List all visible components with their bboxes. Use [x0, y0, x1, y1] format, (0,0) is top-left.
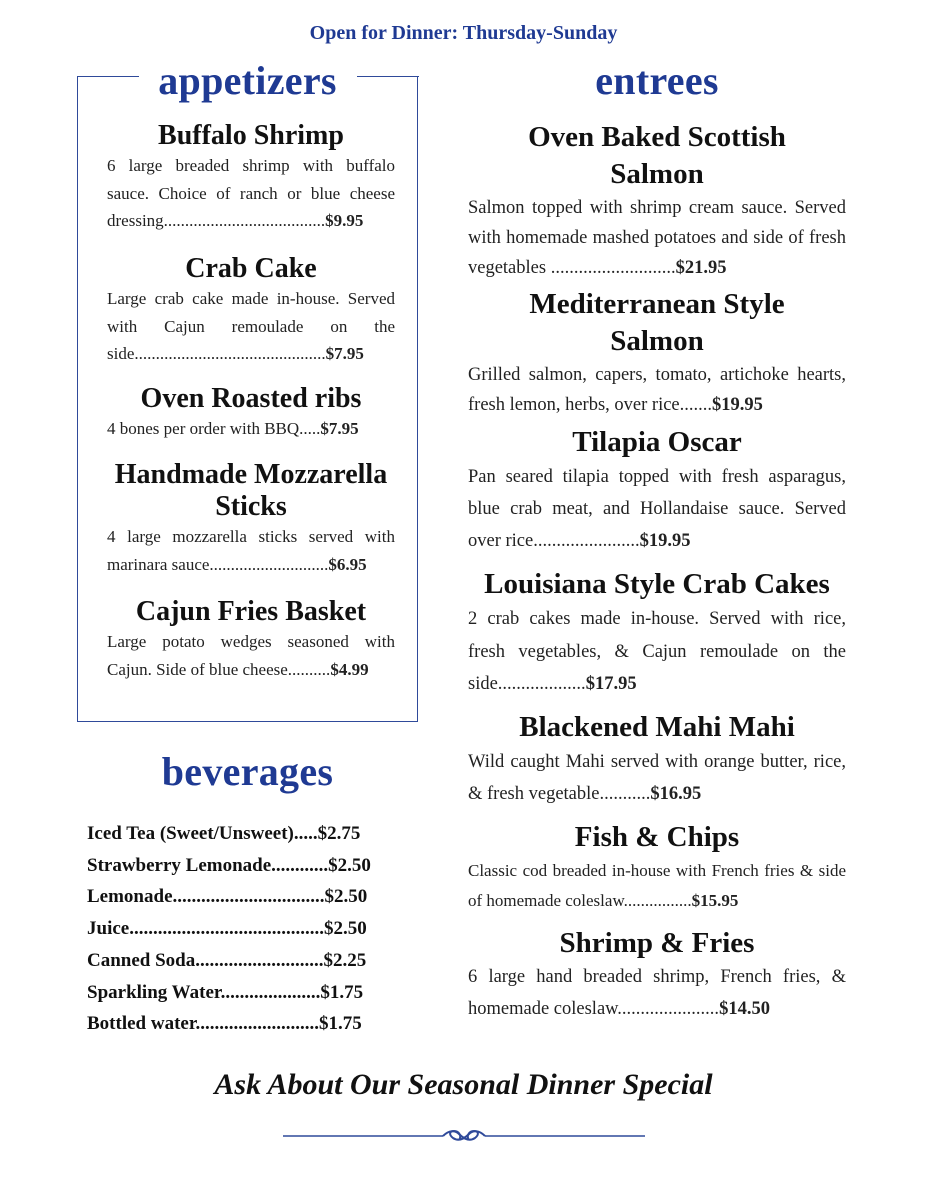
- menu-item: [468, 925, 846, 1025]
- list-item: [87, 881, 417, 913]
- item-description: Pan seared tilapia topped with fresh asparagus, blue crab meat, and Hollandaise sauce. Served over rice.......................: [468, 467, 846, 551]
- item-price: $7.95: [325, 344, 364, 363]
- menu-item: [468, 286, 846, 420]
- beverage-price: $2.25: [323, 949, 367, 971]
- item-name: Louisiana Style Crab Cakes: [484, 568, 830, 600]
- menu-item: [107, 253, 395, 368]
- item-name: Oven Roasted ribs: [140, 383, 362, 414]
- beverage-price: $2.50: [324, 886, 368, 908]
- menu-item: [107, 459, 395, 578]
- list-item: [87, 945, 417, 977]
- item-name: Blackened Mahi Mahi: [519, 711, 795, 743]
- beverages-title: beverages: [161, 749, 334, 794]
- menu-item: [107, 120, 395, 235]
- beverage-price: $1.75: [319, 1013, 362, 1035]
- item-price: $16.95: [650, 784, 702, 804]
- list-item: [87, 913, 417, 945]
- item-name: Cajun Fries Basket: [135, 596, 367, 627]
- item-price: $7.95: [320, 419, 359, 438]
- beverage-price: $1.75: [320, 981, 364, 1003]
- menu-item: [107, 383, 395, 443]
- seasonal-special-note: Ask About Our Seasonal Dinner Special: [214, 1068, 713, 1101]
- item-description: Wild caught Mahi served with orange butter, rice, & fresh vegetable...........: [468, 752, 846, 804]
- item-price: $19.95: [712, 395, 763, 415]
- item-description: 4 bones per order with BBQ.....: [107, 419, 321, 438]
- item-price: $19.95: [639, 531, 691, 551]
- beverage-label: Strawberry Lemonade............: [87, 854, 329, 876]
- item-description: 6 large breaded shrimp with buffalo sauce. Choice of ranch or blue cheese dressing......................................: [107, 156, 395, 230]
- beverage-label: Bottled water..........................: [87, 1013, 320, 1035]
- list-item: [87, 818, 417, 850]
- item-name: Fish & Chips: [574, 821, 740, 853]
- list-item: [87, 850, 417, 882]
- beverage-label: Juice.........................................: [87, 918, 324, 940]
- item-description: 2 crab cakes made in-house. Served with rice, fresh vegetables, & Cajun remoulade on the side...................: [468, 609, 846, 694]
- list-item: [87, 1008, 417, 1040]
- menu-item: [468, 709, 846, 810]
- beverage-price: $2.75: [317, 823, 361, 844]
- beverage-label: Lemonade................................: [87, 886, 325, 908]
- item-description: 4 large mozzarella sticks served with marinara sauce............................: [107, 527, 395, 574]
- menu-item: [468, 424, 846, 557]
- beverages-list: [87, 818, 417, 1040]
- item-description: Large crab cake made in-house. Served with Cajun remoulade on the side.............................................: [107, 289, 395, 363]
- item-description: Large potato wedges seasoned with Cajun. Side of blue cheese..........: [107, 632, 395, 679]
- item-description: Salmon topped with shrimp cream sauce. Served with homemade mashed potatoes and side of fresh vegetables ...........................: [468, 198, 846, 278]
- item-name: Buffalo Shrimp: [158, 120, 344, 151]
- beverage-label: Canned Soda...........................: [87, 949, 324, 971]
- item-name: Crab Cake: [185, 253, 317, 284]
- item-price: $6.95: [328, 554, 367, 574]
- item-price: $9.95: [325, 211, 364, 230]
- item-description: Classic cod breaded in-house with French fries & side of homemade coleslaw................: [468, 861, 846, 910]
- menu-item: [107, 596, 395, 683]
- item-name: Shrimp & Fries: [559, 927, 755, 959]
- item-price: $15.95: [691, 891, 739, 910]
- item-description: Grilled salmon, capers, tomato, artichoke hearts, fresh lemon, herbs, over rice.......: [468, 365, 846, 415]
- item-description: 6 large hand breaded shrimp, French fries, & homemade coleslaw......................: [468, 967, 846, 1019]
- list-item: [87, 977, 417, 1009]
- appetizers-title: appetizers: [158, 58, 337, 103]
- beverage-price: $2.50: [323, 918, 367, 940]
- beverage-label: Sparkling Water.....................: [87, 981, 321, 1003]
- entrees-title: entrees: [595, 58, 719, 103]
- item-price: $14.50: [719, 998, 770, 1019]
- menu-item: [468, 566, 846, 701]
- flourish-divider-icon: [283, 1126, 645, 1146]
- item-price: $17.95: [585, 674, 637, 694]
- item-name: Tilapia Oscar: [572, 426, 742, 458]
- menu-item: [468, 119, 846, 283]
- item-name: Oven Baked Scottish Salmon: [528, 121, 786, 190]
- item-name: Handmade Mozzarella Sticks: [114, 459, 388, 522]
- item-price: $21.95: [675, 258, 727, 278]
- menu-item: [468, 819, 846, 916]
- beverage-label: Iced Tea (Sweet/Unsweet).....: [87, 823, 318, 844]
- item-price: $4.99: [330, 659, 369, 679]
- hours-banner: Open for Dinner: Thursday-Sunday: [309, 22, 618, 44]
- item-name: Mediterranean Style Salmon: [529, 288, 785, 357]
- beverage-price: $2.50: [328, 854, 371, 876]
